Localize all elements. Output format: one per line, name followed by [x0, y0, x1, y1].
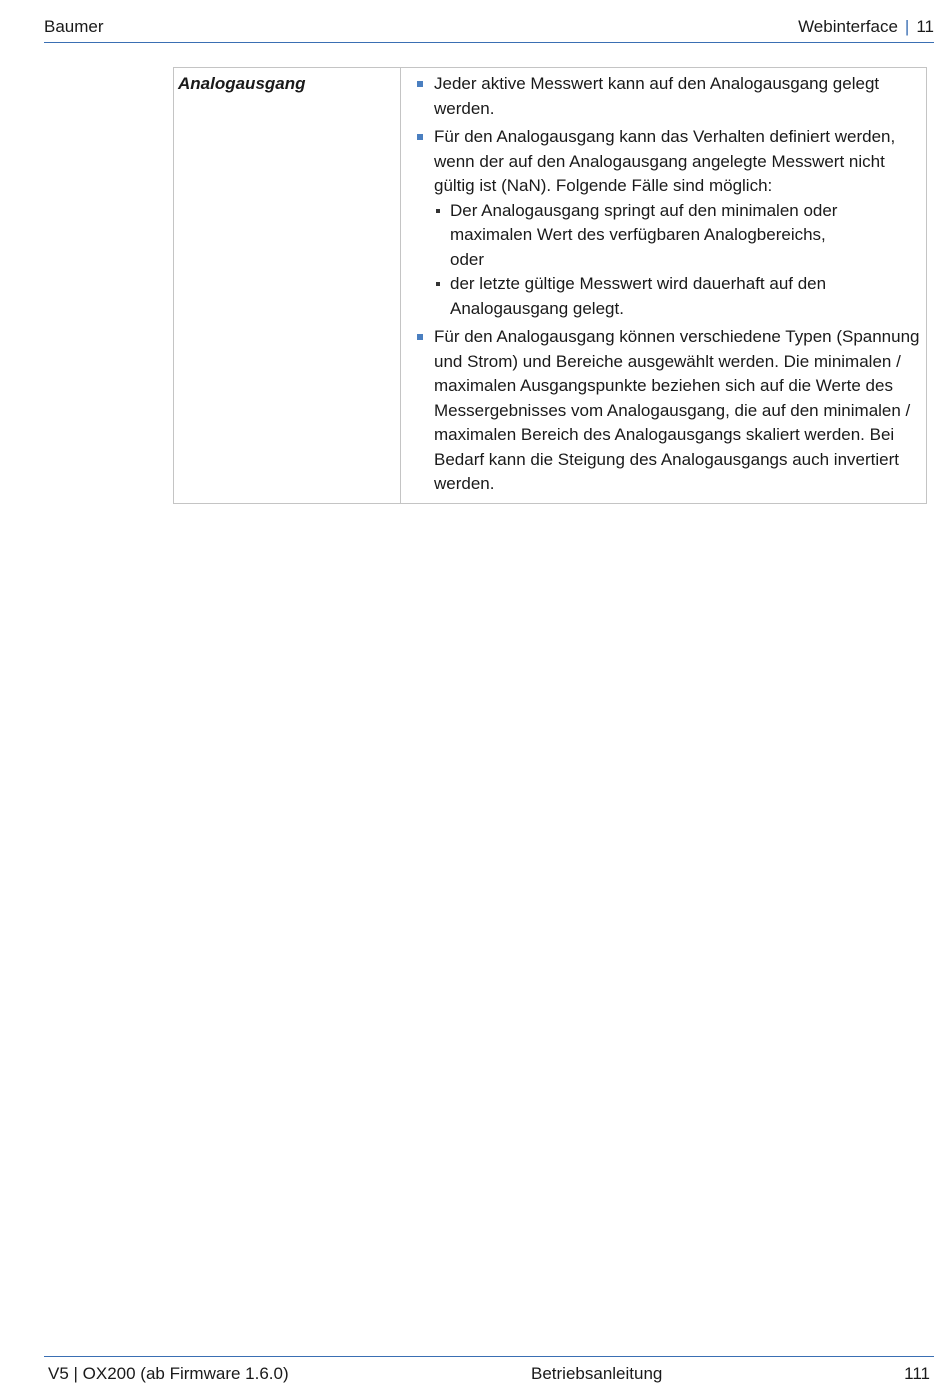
page-number: 111	[904, 1364, 930, 1383]
sub-item-suffix: oder	[450, 249, 485, 269]
list-item	[415, 72, 922, 121]
parameter-description-cell	[401, 68, 927, 504]
sub-list	[434, 199, 922, 322]
section-title: Webinterface	[798, 17, 898, 36]
small-square-bullet-icon	[436, 282, 440, 286]
bullet-text: Für den Analogausgang kann das Verhalten definiert werden, wenn der auf den Analogausgang angelegte Messwert nicht gültig ist (NaN). Folgende Fälle sind möglich:	[434, 127, 896, 195]
list-item	[415, 325, 922, 497]
bullet-text: Jeder aktive Messwert kann auf den Analogausgang gelegt werden.	[434, 74, 880, 118]
bullet-list	[415, 72, 922, 497]
sub-list-item	[434, 272, 922, 321]
list-item	[415, 125, 922, 321]
document-type: Betriebsanleitung	[531, 1364, 663, 1383]
header-separator: |	[904, 17, 910, 36]
page-header	[44, 12, 934, 43]
document-version: V5 | OX200 (ab Firmware 1.6.0)	[48, 1364, 289, 1383]
chapter-number: 11	[916, 17, 934, 36]
parameter-label-cell	[174, 68, 401, 504]
table-row	[174, 68, 927, 504]
bullet-text: Für den Analogausgang können verschiedene Typen (Spannung und Strom) und Bereiche ausgewählt werden. Die minimalen / maximalen Ausgangspunkte beziehen sich auf die Werte des Messergebnisses vom Analogausgang, die auf den minimalen / maximalen Bereich des Analogausgangs skaliert werden. Bei Bedarf kann die Steigung des Analogausgangs auch invertiert werden.	[434, 327, 920, 493]
sub-list-item	[434, 199, 922, 273]
square-bullet-icon	[417, 81, 423, 87]
company-name: Baumer	[44, 17, 104, 36]
square-bullet-icon	[417, 334, 423, 340]
sub-item-text: Der Analogausgang springt auf den minimalen oder maximalen Wert des verfügbaren Analogbereichs,	[450, 200, 838, 244]
sub-item-text: der letzte gültige Messwert wird dauerhaft auf den Analogausgang gelegt.	[450, 274, 827, 318]
parameter-label: Analogausgang	[178, 74, 306, 93]
parameter-table	[173, 67, 927, 504]
square-bullet-icon	[417, 134, 423, 140]
page-footer	[44, 1356, 934, 1387]
small-square-bullet-icon	[436, 209, 440, 213]
header-section	[798, 17, 934, 37]
